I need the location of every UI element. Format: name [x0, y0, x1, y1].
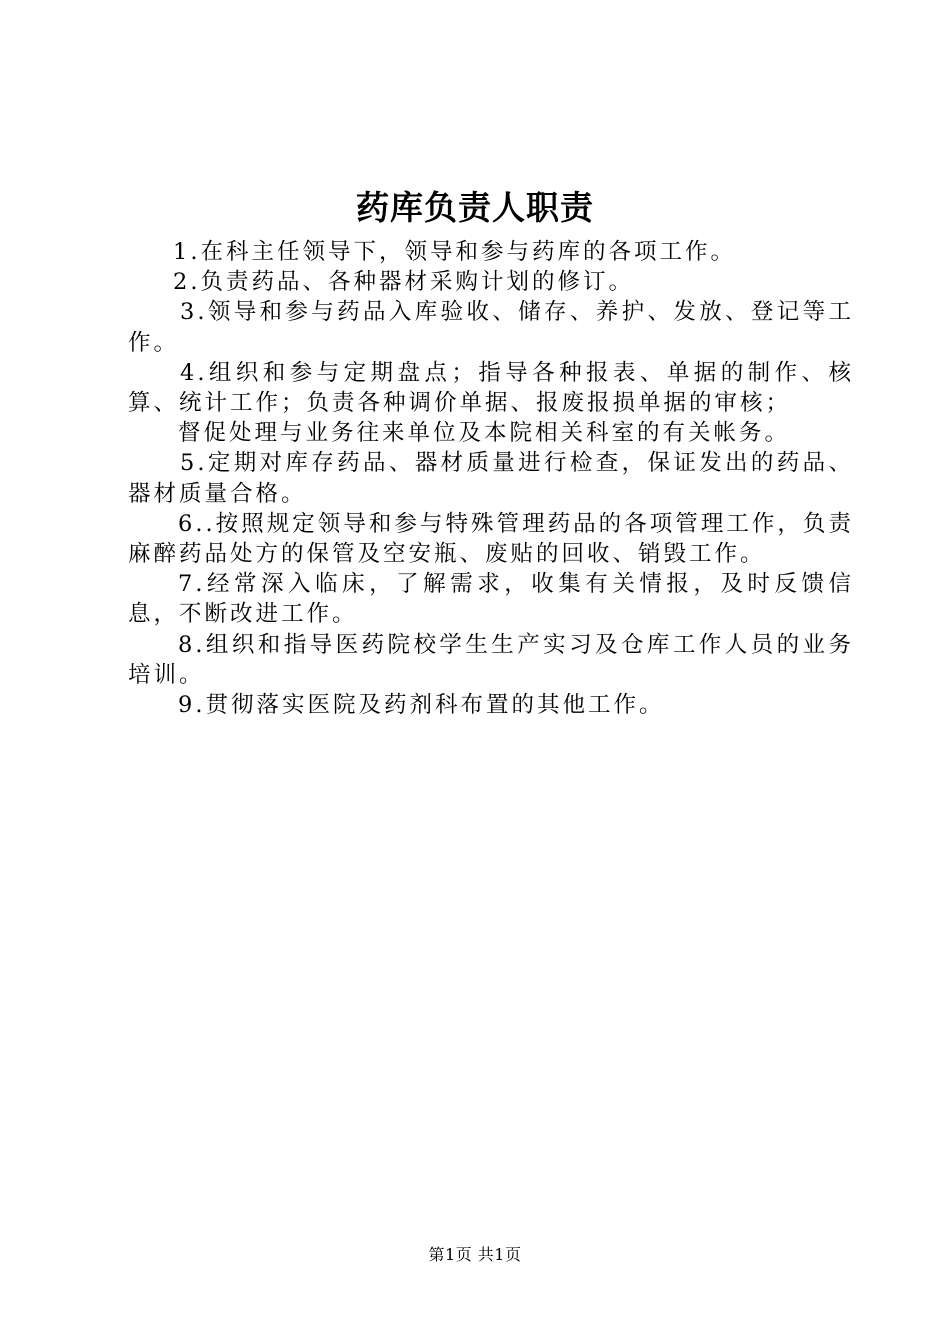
duty-item-7: 7.经常深入临床，了解需求，收集有关情报，及时反馈信息，不断改进工作。 — [128, 571, 854, 628]
duty-item-9: 9.贯彻落实医院及药剂科布置的其他工作。 — [178, 692, 665, 719]
duty-item-5: 5.定期对库存药品、器材质量进行检查，保证发出的药品、器材质量合格。 — [128, 450, 854, 507]
duty-item-8: 8.组织和指导医药院校学生生产实习及仓库工作人员的业务培训。 — [128, 631, 854, 688]
duty-item-1: 1.在科主任领导下，领导和参与药库的各项工作。 — [173, 239, 736, 265]
page-footer: 第1页 共1页 — [428, 1245, 522, 1264]
duty-item-3: 3.领导和参与药品入库验收、储存、养护、发放、登记等工作。 — [128, 299, 854, 356]
duty-item-2: 2.负责药品、各种器材采购计划的修订。 — [173, 269, 634, 296]
duty-item-4-continued: 督促处理与业务往来单位及本院相关科室的有关帐务。 — [178, 420, 791, 447]
duty-item-6: 6..按照规定领导和参与特殊管理药品的各项管理工作，负责麻醉药品处方的保管及空安瓶、废贴的回收、销毁工作。 — [128, 510, 854, 568]
document-title: 药库负责人职责 — [356, 188, 594, 227]
document-body — [128, 237, 854, 720]
duty-item-4: 4.组织和参与定期盘点；指导各种报表、单据的制作、核算、统计工作；负责各种调价单据、报废报损单据的审核； — [128, 359, 854, 417]
